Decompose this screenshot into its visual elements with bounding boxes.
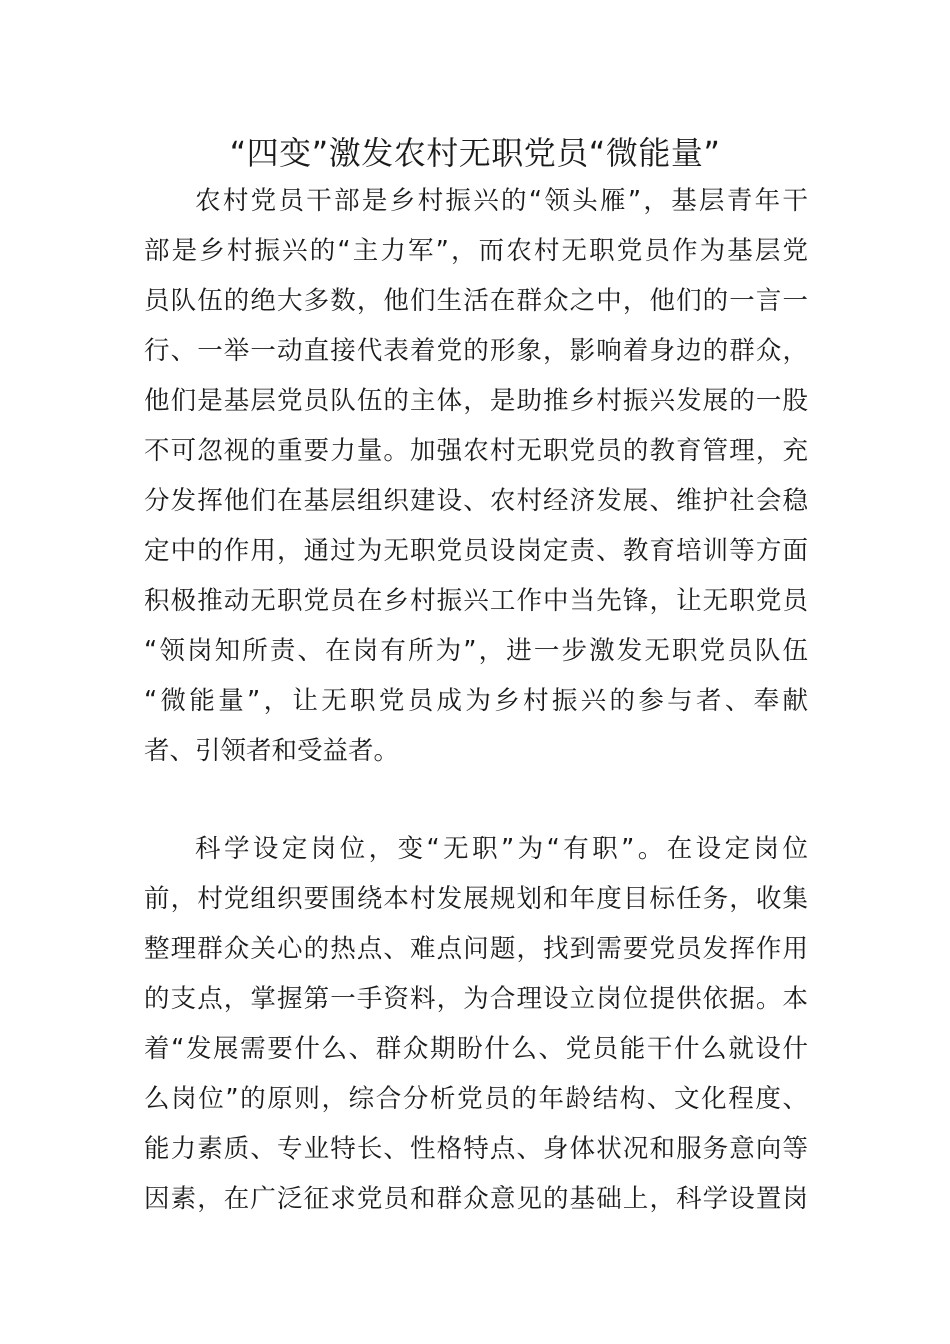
paragraph-line: 分发挥他们在基层组织建设、农村经济发展、维护社会稳 xyxy=(144,486,808,516)
paragraph-line: “微能量”，让无职党员成为乡村振兴的参与者、奉献 xyxy=(144,686,808,716)
paragraph-line: 因素，在广泛征求党员和群众意见的基础上，科学设置岗 xyxy=(144,1184,808,1214)
paragraph-line: 科学设定岗位，变“无职”为“有职”。在设定岗位 xyxy=(195,834,808,864)
paragraph-line: 么岗位”的原则，综合分析党员的年龄结构、文化程度、 xyxy=(144,1084,808,1114)
paragraph-line: 者、引领者和受益者。 xyxy=(144,736,400,766)
paragraph-line: “领岗知所责、在岗有所为”，进一步激发无职党员队伍 xyxy=(144,636,808,666)
paragraph-line: 积极推动无职党员在乡村振兴工作中当先锋，让无职党员 xyxy=(144,586,808,616)
paragraph-line: 行、一举一动直接代表着党的形象，影响着身边的群众， xyxy=(144,336,808,366)
paragraph-line: 农村党员干部是乡村振兴的“领头雁”，基层青年干 xyxy=(195,186,808,216)
paragraph-line: 定中的作用，通过为无职党员设岗定责、教育培训等方面 xyxy=(144,536,808,566)
paragraph-section-1 xyxy=(144,824,808,1224)
paragraph-line: 着“发展需要什么、群众期盼什么、党员能干什么就设什 xyxy=(144,1034,808,1064)
paragraph-intro xyxy=(144,176,808,776)
paragraph-line: 员队伍的绝大多数，他们生活在群众之中，他们的一言一 xyxy=(144,286,808,316)
paragraph-line: 的支点，掌握第一手资料，为合理设立岗位提供依据。本 xyxy=(144,984,808,1014)
paragraph-line: 整理群众关心的热点、难点问题，找到需要党员发挥作用 xyxy=(144,934,808,964)
paragraph-line: 他们是基层党员队伍的主体，是助推乡村振兴发展的一股 xyxy=(144,386,808,416)
paragraph-line: 不可忽视的重要力量。加强农村无职党员的教育管理，充 xyxy=(144,436,808,466)
paragraph-line: 能力素质、专业特长、性格特点、身体状况和服务意向等 xyxy=(144,1134,808,1164)
document-title: “四变”激发农村无职党员“微能量” xyxy=(229,134,721,172)
paragraph-line: 前，村党组织要围绕本村发展规划和年度目标任务，收集 xyxy=(144,884,808,914)
paragraph-line: 部是乡村振兴的“主力军”，而农村无职党员作为基层党 xyxy=(144,236,808,266)
